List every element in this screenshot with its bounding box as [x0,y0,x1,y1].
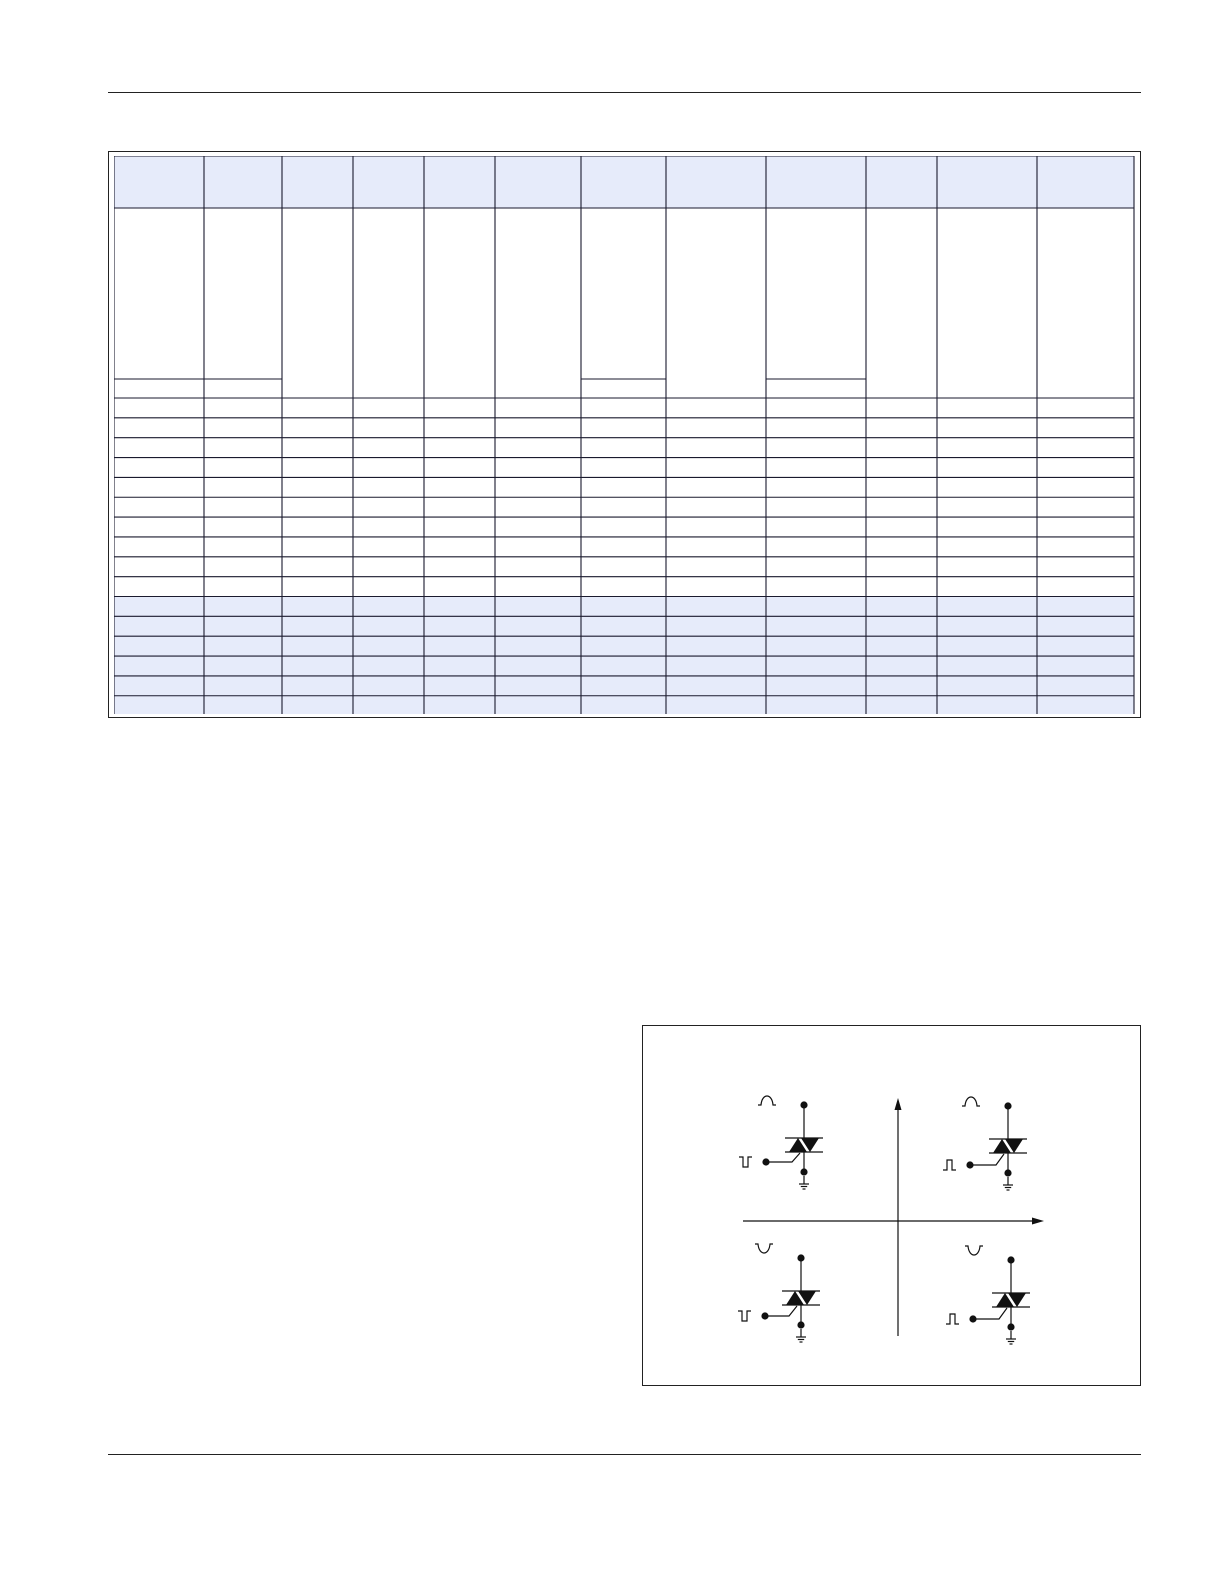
footer-rule [108,1454,1141,1455]
triac-q1 [943,1097,1027,1190]
cathode-terminal [1004,1169,1011,1176]
anode-waveform-icon [755,1244,773,1253]
gate-lead [765,1306,797,1316]
spec-table [114,156,1136,714]
header-rule [108,92,1141,93]
anode-waveform-icon [962,1097,980,1106]
triac-q2 [739,1096,823,1189]
triac-quadrant-figure [642,1025,1141,1386]
anode-waveform-icon [965,1246,983,1255]
axes-group [743,1098,1044,1336]
gate-pulse-icon [739,1157,752,1167]
cathode-terminal [797,1321,804,1328]
table-highlight-band [114,597,1134,715]
table-header-band [114,156,1134,208]
gate-pulse-icon [946,1314,959,1324]
anode-waveform-icon [758,1096,776,1105]
triac-q3 [738,1244,820,1342]
quadrant-diagram [643,1026,1142,1387]
gate-lead [766,1153,800,1162]
triac-q4 [946,1246,1030,1344]
spec-table-frame [108,151,1141,718]
axis-arrow-icon [895,1098,902,1110]
gate-pulse-icon [943,1160,956,1170]
axis-arrow-icon [1032,1218,1044,1225]
gate-pulse-icon [738,1311,751,1321]
cathode-terminal [800,1168,807,1175]
gate-lead [970,1154,1004,1165]
gate-lead [973,1308,1007,1319]
cathode-terminal [1007,1323,1014,1330]
